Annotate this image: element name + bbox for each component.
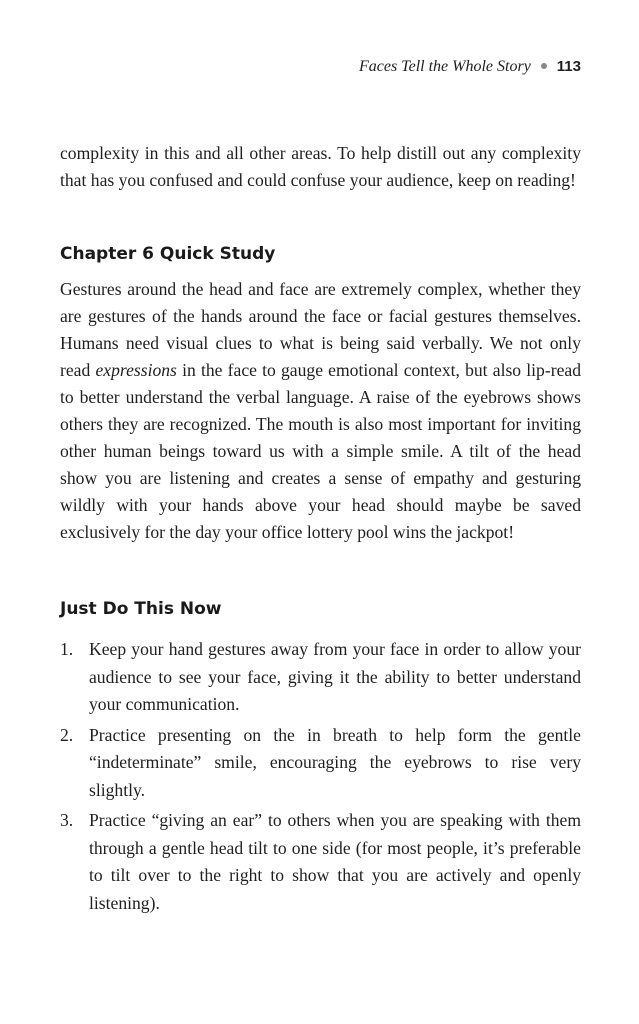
running-head <box>359 57 581 77</box>
list-item-text: Practice presenting on the in breath to help form the gentle “indeterminate” smile, encouraging the eyebrows to rise very slightly. <box>89 724 581 800</box>
list-item-number: 2. <box>60 724 74 745</box>
list-item <box>60 722 581 805</box>
running-head-title: Faces Tell the Whole Story <box>358 58 531 75</box>
book-page <box>60 0 581 1024</box>
list-item-text: Practice “giving an ear” to others when you are speaking with them through a gentle head tilt to one side (for most people, it’s preferable to tilt over to the right to show that you are actively and openly listening). <box>89 810 581 913</box>
intro-paragraph: complexity in this and all other areas. To help distill out any complexity that has you confused and could confuse your audience, keep on reading! <box>60 143 581 190</box>
action-list <box>60 636 581 920</box>
bullet-separator-icon <box>541 63 547 69</box>
quick-study-heading: Chapter 6 Quick Study <box>60 244 276 264</box>
quick-study-text-start: Gestures around the head and face are extremely complex, whether they are gestures of the hands around the face or facial gestures themselves. Humans need visual clues to what is being said verbally. We not only read <box>60 279 581 380</box>
list-item-text: Keep your hand gestures away from your face in order to allow your audience to see your face, giving it the ability to better understand your communication. <box>89 639 581 714</box>
page-number: 113 <box>556 58 581 75</box>
list-item <box>60 807 581 917</box>
quick-study-paragraph <box>60 276 581 546</box>
quick-study-italic-word: expressions <box>95 360 177 380</box>
list-item <box>60 636 581 719</box>
list-item-number: 3. <box>60 810 74 830</box>
list-item-number: 1. <box>60 639 74 659</box>
quick-study-text-end: in the face to gauge emotional context, but also lip-read to better understand the verbal language. A raise of the eyebrows shows others they are recognized. The mouth is also most important for inviting other human beings toward us with a simple smile. A tilt of the head show you are listening and creates a sense of empathy and gesturing wildly with your hands above your head should maybe be saved exclusively for the day your office lottery pool wins the jackpot! <box>60 360 581 542</box>
action-list-heading: Just Do This Now <box>60 599 222 619</box>
